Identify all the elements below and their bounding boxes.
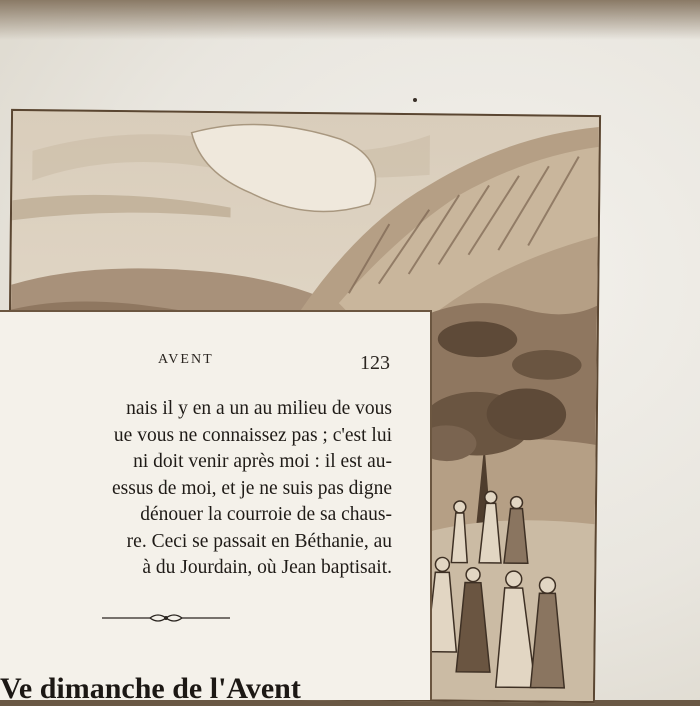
- page-number: 123: [360, 352, 390, 374]
- ornament-divider: [102, 610, 230, 626]
- ink-speck: [413, 98, 417, 102]
- text-line: ue vous ne connaissez pas ; c'est lui: [113, 424, 392, 446]
- text-line: à du Jourdain, où Jean baptisait.: [142, 557, 392, 578]
- section-heading: Ve dimanche de l'Avent: [0, 672, 301, 705]
- text-line: dénouer la courroie de sa chaus-: [140, 504, 392, 525]
- running-head: AVENT: [158, 352, 214, 367]
- page-edge-shadow: [0, 0, 700, 40]
- text-line: nais il y en a un au milieu de vous: [126, 398, 392, 419]
- text-line: ni doit venir après moi : il est au-: [133, 451, 392, 472]
- body-paragraph: [0, 396, 392, 582]
- text-line: essus de moi, et je ne suis pas digne: [112, 477, 392, 499]
- text-line: re. Ceci se passait en Béthanie, au: [126, 530, 392, 552]
